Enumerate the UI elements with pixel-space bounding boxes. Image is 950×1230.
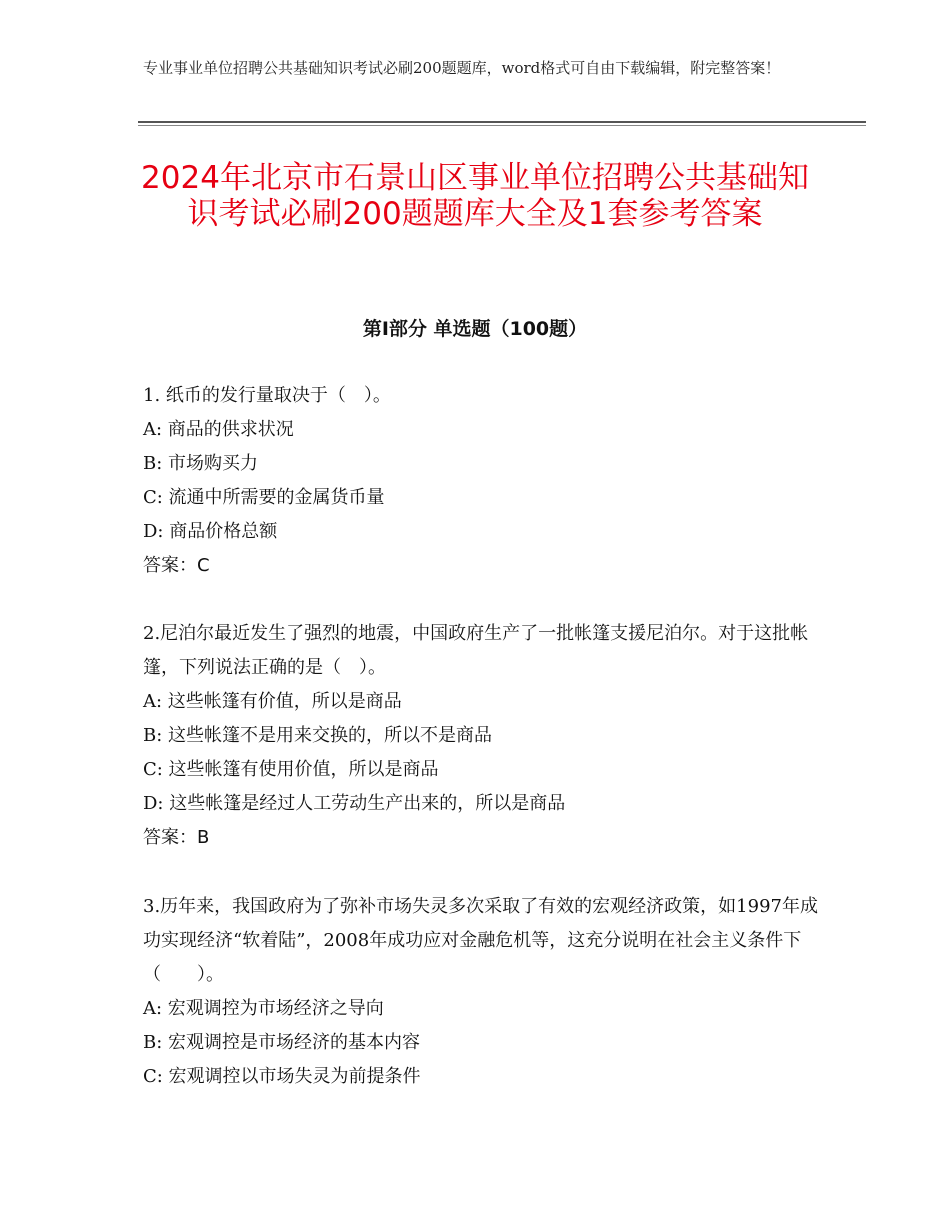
- option-a: A: 商品的供求状况: [143, 419, 294, 440]
- question-stem: 1. 纸币的发行量取决于（ ）。: [143, 385, 391, 406]
- header-rule-thick: [138, 121, 866, 123]
- option-d: D: 商品价格总额: [143, 521, 278, 542]
- option-d: D: 这些帐篷是经过人工劳动生产出来的，所以是商品: [143, 793, 566, 814]
- question-stem: 2.尼泊尔最近发生了强烈的地震，中国政府生产了一批帐篷支援尼泊尔。对于这批帐篷，下列说法正确的是（ ）。: [143, 623, 809, 678]
- question-3: [143, 890, 823, 1094]
- option-c: C: 宏观调控以市场失灵为前提条件: [143, 1066, 421, 1087]
- answer: 答案：B: [143, 827, 210, 848]
- document-header-note: 专业事业单位招聘公共基础知识考试必刷200题题库，word格式可自由下载编辑，附完整答案！: [143, 59, 781, 77]
- option-c: C: 这些帐篷有使用价值，所以是商品: [143, 759, 439, 780]
- question-2: [143, 617, 823, 855]
- option-a: A: 这些帐篷有价值，所以是商品: [143, 691, 402, 712]
- question-stem: 3.历年来，我国政府为了弥补市场失灵多次采取了有效的宏观经济政策，如1997年成功实现经济“软着陆”，2008年成功应对金融危机等，这充分说明在社会主义条件下（ ）。: [143, 896, 818, 985]
- option-b: B: 宏观调控是市场经济的基本内容: [143, 1032, 421, 1053]
- option-b: B: 市场购买力: [143, 453, 259, 474]
- section-title: 第Ⅰ部分 单选题（100题）: [362, 318, 588, 340]
- document-title: 2024年北京市石景山区事业单位招聘公共基础知识考试必刷200题题库大全及1套参考答案: [141, 160, 809, 232]
- header-rule-thin: [138, 125, 866, 126]
- option-b: B: 这些帐篷不是用来交换的，所以不是商品: [143, 725, 493, 746]
- option-c: C: 流通中所需要的金属货币量: [143, 487, 385, 508]
- option-a: A: 宏观调控为市场经济之导向: [143, 998, 384, 1019]
- answer: 答案：C: [143, 555, 210, 576]
- question-1: [143, 379, 823, 583]
